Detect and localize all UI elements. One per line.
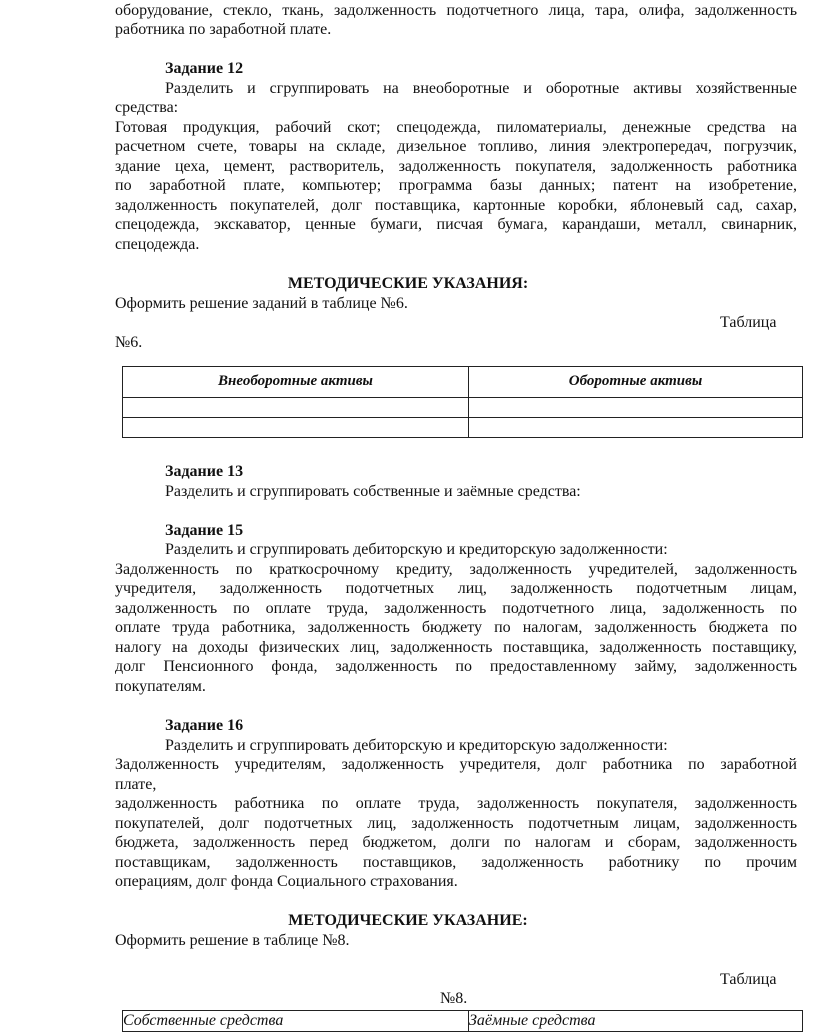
task-12-line: спецодежда. <box>115 236 200 253</box>
table-header-cell: Собственные средства <box>123 1011 469 1032</box>
task-16-title: Задание 16 <box>165 717 244 734</box>
guidelines-heading: МЕТОДИЧЕСКИЕ УКАЗАНИЯ: <box>287 275 529 292</box>
task-12-title: Задание 12 <box>165 60 244 77</box>
guidelines-text: Оформить решение в таблице №8. <box>115 932 350 949</box>
task-12-intro-cont: средства: <box>115 99 179 116</box>
paragraph-line: работника по заработной плате. <box>115 21 332 38</box>
table-8 <box>122 1010 803 1032</box>
task-12-line: здание цеха, цемент, растворитель, задолженность покупателя, задолженность работника <box>115 158 797 175</box>
task-15-line: покупателям. <box>115 678 206 695</box>
task-12-line: задолженность покупателей, долг поставщика, картонные коробки, яблоневый сад, сахар, <box>115 197 797 214</box>
task-15-line: оплате труда работника, задолженность бюджету по налогам, задолженность бюджета по <box>115 619 797 636</box>
table-row <box>123 398 803 418</box>
task-12-line: Готовая продукция, рабочий скот; спецодежда, пиломатериалы, денежные средства на <box>115 119 797 136</box>
task-16-line: плате, <box>115 776 157 793</box>
table-cell[interactable] <box>123 418 469 438</box>
table-caption-number: №8. <box>440 990 468 1007</box>
task-15-line: задолженность по оплате труда, задолженность подотчетного лица, задолженность по <box>115 600 797 617</box>
task-12-line: по заработной плате, компьютер; программа базы данных; патент на изобретение, <box>115 177 797 194</box>
table-6 <box>122 366 803 438</box>
table-row <box>123 418 803 438</box>
table-caption-number: №6. <box>115 334 143 351</box>
task-16-line: задолженность работника по оплате труда, задолженность покупателя, задолженность <box>115 795 797 812</box>
guidelines-text: Оформить решение заданий в таблице №6. <box>115 295 408 312</box>
task-12-line: спецодежда, экскаватор, ценные бумаги, писчая бумага, карандаши, металл, свинарник, <box>115 216 797 233</box>
table-cell[interactable] <box>123 398 469 418</box>
table-header-cell: Заёмные средства <box>469 1011 803 1032</box>
table-cell[interactable] <box>469 418 803 438</box>
task-15-intro: Разделить и сгруппировать дебиторскую и кредиторскую задолженности: <box>165 541 668 558</box>
task-15-line: учредителя, задолженность подотчетных лиц, задолженность подотчетным лицам, <box>115 580 797 597</box>
task-13-intro: Разделить и сгруппировать собственные и заёмные средства: <box>165 483 581 500</box>
task-16-intro: Разделить и сгруппировать дебиторскую и кредиторскую задолженности: <box>165 737 668 754</box>
table-header-cell: Оборотные активы <box>469 367 803 398</box>
task-15-line: долг Пенсионного фонда, задолженность по предоставленному займу, задолженность <box>115 658 797 675</box>
task-16-line: поставщикам, задолженность поставщиков, задолженность работнику по прочим <box>115 854 797 871</box>
paragraph-line: оборудование, стекло, ткань, задолженность подотчетного лица, тара, олифа, задолженность <box>115 2 797 19</box>
task-16-line: бюджета, задолженность перед бюджетом, долги по налогам и сборам, задолженность <box>115 834 797 851</box>
task-16-line: операциям, долг фонда Социального страхования. <box>115 873 458 890</box>
task-13-title: Задание 13 <box>165 463 244 480</box>
task-12-intro: Разделить и сгруппировать на внеоборотные и оборотные активы хозяйственные <box>165 80 797 97</box>
task-16-line: Задолженность учредителям, задолженность учредителя, долг работника по заработной <box>115 756 797 773</box>
table-caption-word: Таблица <box>720 971 777 988</box>
task-15-line: Задолженность по краткосрочному кредиту, задолженность учредителей, задолженность <box>115 561 797 578</box>
task-15-line: налогу на доходы физических лиц, задолженность поставщика, задолженность поставщику, <box>115 639 797 656</box>
task-12-line: расчетном счете, товары на складе, дизельное топливо, линия электропередач, погрузчик, <box>115 138 797 155</box>
task-15-title: Задание 15 <box>165 522 244 539</box>
table-cell[interactable] <box>469 398 803 418</box>
guidelines-heading: МЕТОДИЧЕСКИЕ УКАЗАНИЕ: <box>288 912 528 929</box>
table-header-cell: Внеоборотные активы <box>123 367 469 398</box>
table-caption-word: Таблица <box>720 314 777 331</box>
task-16-line: покупателей, долг подотчетных лиц, задолженность подотчетным лицам, задолженность <box>115 815 797 832</box>
